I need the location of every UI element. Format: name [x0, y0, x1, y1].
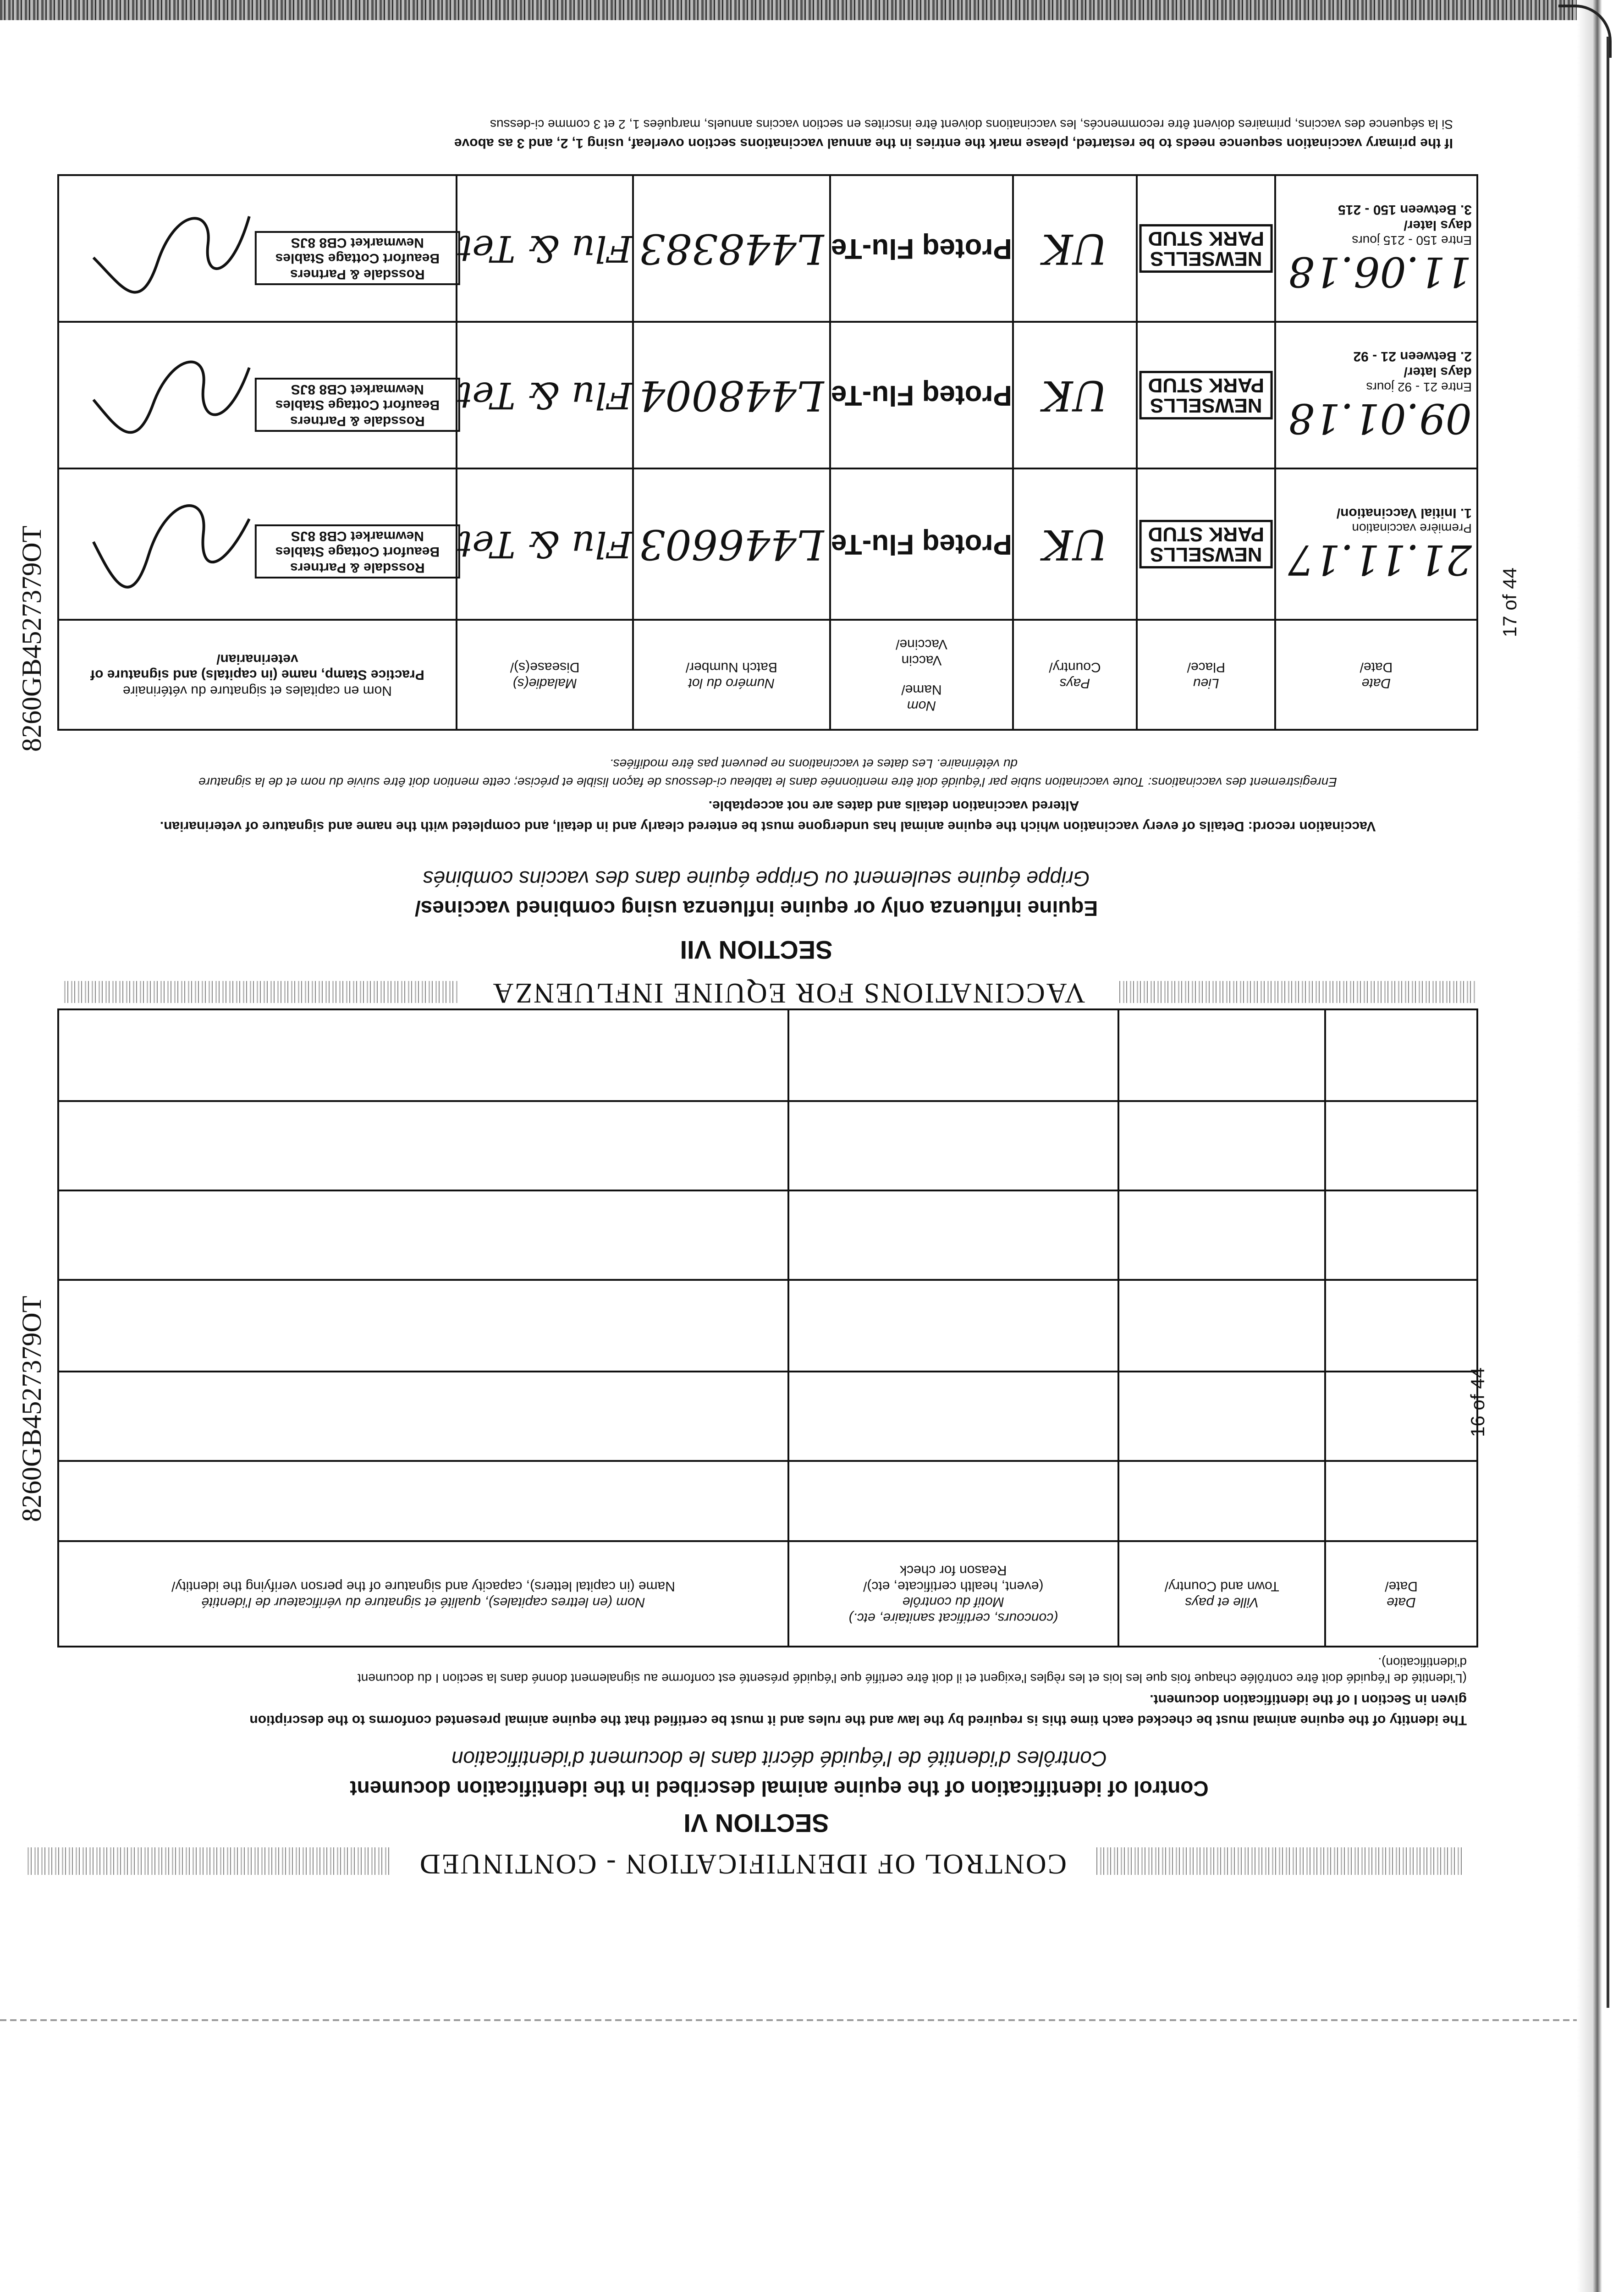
place-stamp: NEWSELLS PARK STUD	[1139, 371, 1272, 419]
footer-note-en: If the primary vaccination sequence needs to be restarted, please mark the entries in the annual vaccinations section overleaf, using 1, 2, and 3 as above	[454, 136, 1453, 151]
country-value: UK	[1042, 371, 1108, 419]
identification-table	[57, 1008, 1478, 1647]
scan-edge-top	[0, 0, 1624, 20]
date-value: 11.06.18	[1288, 247, 1472, 296]
header-place: Lieu Place/	[1187, 660, 1225, 691]
vet-signature	[84, 345, 259, 446]
header-verifier-name: Nom (en lettres capitales), qualité et signature du vérificateur de l'identité Name (in capital letters), capacity and signature of the person verifying the identity/	[171, 1579, 675, 1610]
disease-value: Flu & Tet	[457, 227, 633, 270]
disease-value: Flu & Tet	[457, 523, 633, 566]
header-vaccine-name: Nom Name/ Vaccin Vaccine/	[895, 637, 947, 713]
section-vii-banner: VACCINATIONS FOR EQUINE INFLUENZA	[458, 976, 1118, 1009]
practice-stamp: Rossdale & Partners Beaufort Cottage Stables Newmarket CB8 8JS	[255, 231, 460, 286]
header-batch: Numéro du lot Batch Number/	[685, 660, 778, 691]
batch-value: L448004	[639, 371, 824, 419]
row-label-cell: 11.06.18 Entre 150 - 215 jours days later/ 3. Between 150 - 215	[1276, 197, 1476, 300]
scan-edge-right	[1577, 0, 1624, 2292]
practice-stamp: Rossdale & Partners Beaufort Cottage Stables Newmarket CB8 8JS	[255, 525, 460, 579]
date-value: 21.11.17	[1288, 535, 1472, 584]
vaccine-value: Proteq Flu-Te	[831, 379, 1012, 411]
section-vi-para-en-2: given in Section I of the identification document.	[1150, 1692, 1467, 1707]
disease-value: Flu & Tet	[457, 374, 633, 417]
section-vi-para-fr-2: d'identification).	[1378, 1655, 1467, 1669]
country-value: UK	[1042, 520, 1108, 568]
header-date: Date Date/	[1360, 660, 1393, 691]
section-vi-subtitle-fr: Contrôles d'identité de l'équidé décrit dans le document d'identification	[451, 1747, 1107, 1771]
batch-value: L448383	[639, 224, 824, 273]
footer-note-fr: Si la séquence des vaccins, primaires doivent être recommencés, les vaccinations doivent être inscrites en section vaccins annuels, marquées 1, 2 et 3 comme ci-dessus	[490, 117, 1453, 132]
section-vi-title: SECTION VI	[683, 1809, 829, 1838]
header-reason: (concours, certificat sanitaire, etc.) Motif du contrôle (event, health certificate, etc)/ Reason for check	[848, 1563, 1058, 1625]
practice-stamp: Rossdale & Partners Beaufort Cottage Stables Newmarket CB8 8JS	[255, 378, 460, 432]
record-note-fr-2: du vétérinaire. Les dates et vaccinations ne peuvent pas être modifiées.	[609, 757, 1018, 771]
place-stamp: NEWSELLS PARK STUD	[1139, 520, 1272, 568]
header-town-country: Ville et pays Town and Country/	[1164, 1579, 1279, 1610]
vaccine-value: Proteq Flu-Te	[831, 232, 1012, 264]
record-note-altered: Altered vaccination details and dates are not acceptable.	[708, 798, 1079, 813]
batch-value: L446603	[639, 520, 824, 568]
vet-signature	[84, 491, 259, 592]
header-check-date: Date Date/	[1385, 1579, 1418, 1610]
page-fold-line	[0, 2019, 1577, 2021]
serial-number-bottom: 8260GB4527379OT	[17, 1295, 47, 1522]
section-vi-banner: CONTROL OF IDENTIFICATION - CONTINUED	[390, 1847, 1096, 1880]
date-value: 09.01.18	[1288, 394, 1472, 442]
section-vii-subtitle-en: Equine influenza only or equine influenza using combined vaccines/	[414, 897, 1098, 920]
practice-stamp-cell	[59, 180, 456, 317]
header-practice-stamp: Nom en capitales et signature du vétérinaire Practice Stamp, name (in capitals) and signature of veterinarian/	[90, 651, 424, 699]
section-vi-para-en-1: The identity of the equine animal must be checked each time this is required by the law and the rules and it must be certified that the equine animal presented conforms to the description	[249, 1713, 1467, 1728]
header-disease: Maladie(s) Disease(s)/	[510, 660, 580, 691]
serial-number-top: 8260GB4527379OT	[17, 525, 47, 752]
section-vii-subtitle-fr: Grippe équine seulement ou Grippe équine dans des vaccins combinés	[423, 867, 1090, 891]
vaccination-table: Rossdale & Partners Beaufort Cottage Stables Newmarket CB8 8JS Flu & Tet L448383 Proteq Flu-Te UK NEWSELLS PARK STUD 11.06.18 Entre 150 - 215 jours days later/ 3. Between 150 - 215 Rossdale & Partners Beaufort Cottage Stables Newmarket CB8 8JS Flu & Tet L448004 Proteq Flu-Te UK NEWSELLS PARK STUD 09.01.18 Entre 21 - 92 jours days later/ 2. Between 21 - 92 Rossdale & Partners Beaufort Cottage Stables Newmarket CB8 8JS Flu & Tet L446603 Proteq Flu-Te UK NEWSELLS PARK STUD 21.11.17 Première vaccination 1. Initial Vaccination/ Nom en capitales et signature du vétérinaire Practice Stamp, name (in capitals) and signature of veterinarian/ Maladie(s) Disease(s)/ Numéro du lot Batch Number/ Nom Name/ Vaccin Vaccine/ Pays Country/ Lieu Place/ Date Date/	[57, 174, 1478, 731]
place-stamp: NEWSELLS PARK STUD	[1139, 224, 1272, 273]
section-vi-para-fr-1: (L'identité de l'équidé doit être contrôlée chaque fois que les lois et les règles l'exigent et il doit être certifié que l'équidé présenté est conforme au signalement donné dans la section I du document	[358, 1671, 1467, 1686]
section-vi-subtitle-en: Control of identification of the equine animal described in the identification document	[350, 1777, 1209, 1801]
record-note-en: Vaccination record: Details of every vaccination which the equine animal has undergone must be entered clearly and in detail, and completed with the name and signature of veterinarian.	[160, 819, 1376, 834]
vaccine-value: Proteq Flu-Te	[831, 528, 1012, 560]
vet-signature	[84, 198, 259, 299]
record-note-fr-1: Enregistrement des vaccinations: Toute vaccination subie par l'équidé doit être mentionnée dans le tableau ci-dessous de façon lisible et précise; cette mention doit être suivie du nom et de la signature	[198, 775, 1337, 789]
binding-line	[1607, 37, 1609, 2008]
page-number-top: 17 of 44	[1499, 567, 1520, 637]
country-value: UK	[1042, 224, 1108, 273]
header-country: Pays Country/	[1048, 660, 1101, 691]
section-vii-title: SECTION VII	[680, 936, 833, 964]
page-number-bottom: 16 of 44	[1467, 1367, 1488, 1437]
